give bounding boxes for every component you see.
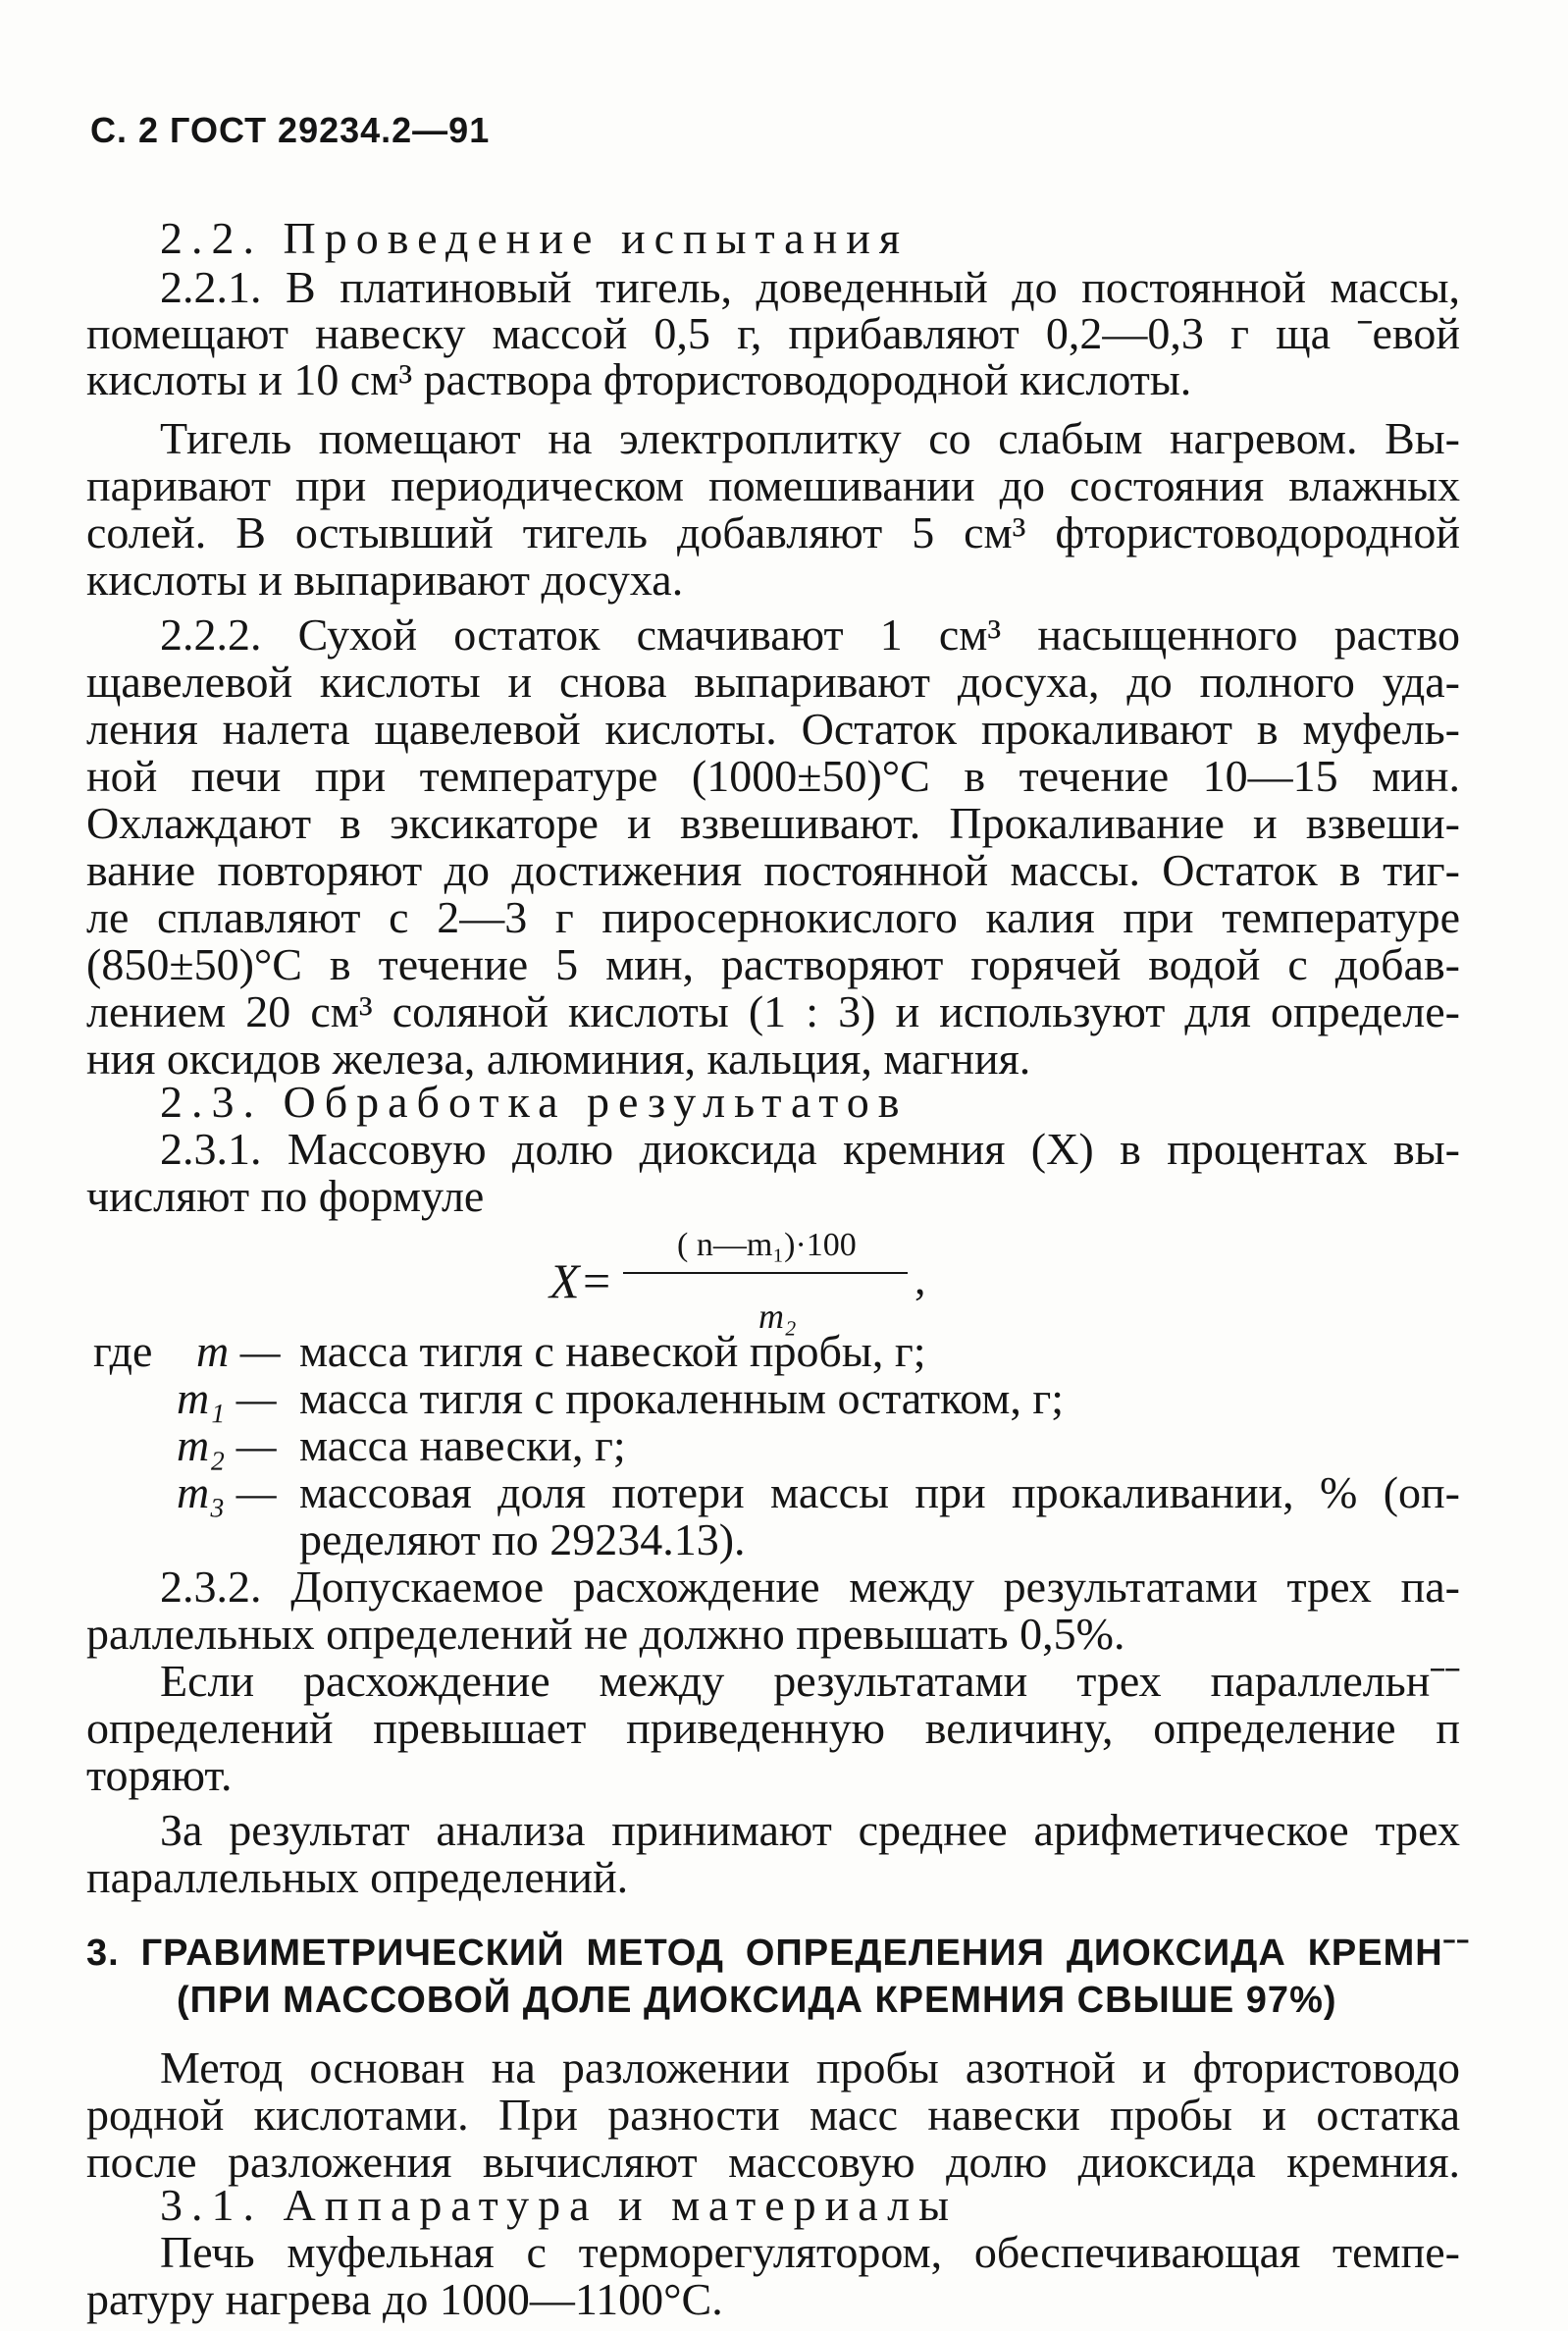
text-line: торяют. <box>86 1750 233 1800</box>
text-line: ле сплавляют с 2—3 г пиросернокислого калия при температуре <box>86 892 1460 942</box>
text-line: ной печи при температуре (1000±50)°С в течение 10—15 мин. <box>86 751 1460 801</box>
text-line: Тигель помещают на электроплитку со слабым нагревом. Вы- <box>160 413 1460 463</box>
text-line: вание повторяют до достижения постоянной массы. Остаток в тиг- <box>86 845 1460 895</box>
def-text: массовая доля потери массы при прокаливании, % (оп- <box>299 1467 1460 1517</box>
formula-comma: , <box>915 1253 926 1303</box>
text-line: ратуру нагрева до 1000—1100°С. <box>86 2274 723 2324</box>
section-title-3-sub: (ПРИ МАССОВОЙ ДОЛЕ ДИОКСИДА КРЕМНИЯ СВЫШЕ 97%) <box>177 1980 1337 2021</box>
text-line: родной кислотами. При разности масс навески пробы и остатка <box>86 2090 1460 2140</box>
text-line: Если расхождение между результатами трех параллельнˉˉ <box>160 1656 1460 1706</box>
text-line: 2.2.2. Сухой остаток смачивают 1 см³ насыщенного раство <box>160 609 1460 660</box>
text-line: кислоты и выпаривают досуха. <box>86 555 684 605</box>
def-text-continued: ределяют по 29234.13). <box>299 1514 746 1564</box>
text-line: паривают при периодическом помешивании до состояния влажных <box>86 460 1460 510</box>
def-text: масса тигля с навеской пробы, г; <box>299 1326 926 1376</box>
text-line: кислоты и 10 см³ раствора фтористоводородной кислоты. <box>86 354 1192 404</box>
text-line: лением 20 см³ соляной кислоты (1 : 3) и используют для определе- <box>86 986 1460 1036</box>
formula-numerator: ( n—m₁)·100 <box>677 1227 857 1263</box>
formula-equals: = <box>583 1253 611 1308</box>
where-label: где <box>93 1326 153 1376</box>
text-line: числяют по формуле <box>86 1171 485 1221</box>
text-line: За результат анализа принимают среднее арифметическое трех <box>160 1805 1460 1855</box>
page-header: С. 2 ГОСТ 29234.2—91 <box>90 110 491 150</box>
text-line: (850±50)°С в течение 5 мин, растворяют горячей водой с добав- <box>86 939 1460 989</box>
text-line: Охлаждают в эксикаторе и взвешивают. Прокаливание и взвеши- <box>86 798 1460 848</box>
formula-denominator: m₂ <box>758 1297 797 1336</box>
section-title-3-1: 3.1. Аппаратура и материалы <box>160 2180 958 2230</box>
text-line: щавелевой кислоты и снова выпаривают досуха, до полного уда- <box>86 657 1460 707</box>
section-title-3: 3. ГРАВИМЕТРИЧЕСКИЙ МЕТОД ОПРЕДЕЛЕНИЯ ДИОКСИДА КРЕМНˉˉ <box>86 1933 1470 1974</box>
text-line: Метод основан на разложении пробы азотной и фтористоводо <box>160 2042 1460 2093</box>
text-line: определений превышает приведенную величину, определение п <box>86 1703 1460 1753</box>
text-line: помещают навеску массой 0,5 г, прибавляют 0,2—0,3 г ща ˉевой <box>86 308 1460 358</box>
def-symbol: m₃ — <box>177 1467 277 1517</box>
text-line: 2.2.1. В платиновый тигель, доведенный до постоянной массы, <box>160 262 1460 312</box>
text-line: солей. В остывший тигель добавляют 5 см³ фтористоводородной <box>86 507 1460 557</box>
text-line: ния оксидов железа, алюминия, кальция, магния. <box>86 1033 1031 1084</box>
text-line: ления налета щавелевой кислоты. Остаток прокаливают в муфель- <box>86 704 1460 754</box>
text-line: 2.3.2. Допускаемое расхождение между результатами трех па- <box>160 1562 1460 1612</box>
text-line: раллельных определений не должно превышать 0,5%. <box>86 1609 1125 1659</box>
text-line: Печь муфельная с терморегулятором, обеспечивающая темпе- <box>160 2227 1460 2277</box>
section-title-2-3: 2.3. Обработка результатов <box>160 1077 909 1127</box>
text-line: после разложения вычисляют массовую долю диоксида кремния. <box>86 2137 1460 2187</box>
def-text: масса навески, г; <box>299 1420 626 1470</box>
fraction-bar <box>623 1272 908 1274</box>
text-line: параллельных определений. <box>86 1852 629 1902</box>
formula <box>549 1225 962 1343</box>
def-symbol: m₂ — <box>177 1420 277 1470</box>
def-symbol: m₁ — <box>177 1373 277 1423</box>
section-title-2-2: 2.2. Проведение испытания <box>160 213 909 263</box>
formula-lhs: X <box>549 1253 580 1308</box>
def-text: масса тигля с прокаленным остатком, г; <box>299 1373 1064 1423</box>
def-symbol: m — <box>196 1326 281 1376</box>
text-line: 2.3.1. Массовую долю диоксида кремния (X) в процентах вы- <box>160 1124 1460 1174</box>
